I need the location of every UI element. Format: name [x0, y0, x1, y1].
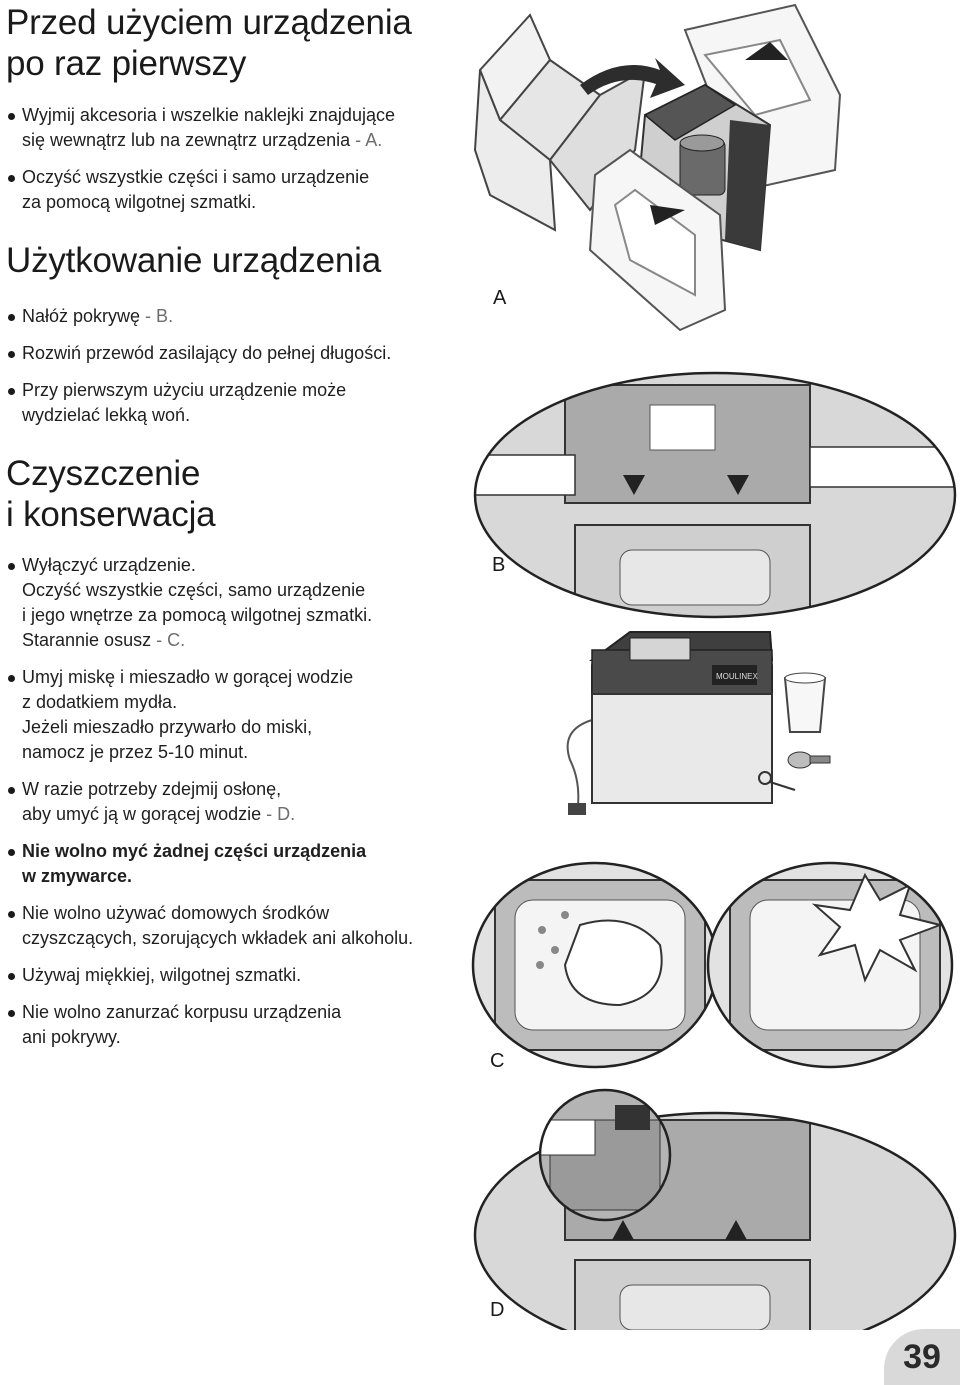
- figure-label-d: D: [490, 1299, 505, 1321]
- figure-ref: B: [156, 306, 169, 326]
- list-item: Wyłączyć urządzenie. Oczyść wszystkie części, samo urządzenie i jego wnętrze za pomocą wilgotnej szmatki. Starannie osusz - C.: [6, 553, 466, 653]
- list-item-warning: Nie wolno myć żadnej części urządzenia w zmywarce.: [6, 839, 466, 889]
- figure-ref: D: [277, 804, 291, 824]
- figure-b-lid-illustration: [470, 365, 960, 620]
- figure-appliance-accessories: [530, 620, 860, 820]
- list-item: Rozwiń przewód zasilający do pełnej długości.: [6, 341, 466, 366]
- page-number: 39: [884, 1329, 960, 1385]
- figure-ref: A: [365, 130, 378, 150]
- list-item: Nałóż pokrywę - B.: [6, 304, 466, 329]
- appliance-display-text: MOULINEX: [716, 672, 758, 681]
- figure-a-unpacking-illustration: [470, 0, 960, 345]
- figure-label-c: C: [490, 1050, 505, 1072]
- figure-d-lid-removal-illustration: [470, 1080, 960, 1330]
- section-title-usage: Użytkowanie urządzenia: [6, 241, 381, 280]
- list-item: W razie potrzeby zdejmij osłonę, aby umyć ją w gorącej wodzie - D.: [6, 777, 466, 827]
- usage-list: [6, 304, 466, 428]
- list-item: Przy pierwszym użyciu urządzenie może wydzielać lekką woń.: [6, 378, 466, 428]
- list-item: Nie wolno zanurzać korpusu urządzenia ani pokrywy.: [6, 1000, 466, 1050]
- figure-ref: C: [167, 630, 181, 650]
- section-title-cleaning: Czyszczenie i konserwacja: [6, 454, 216, 534]
- figure-c-cleaning-illustration: [470, 855, 960, 1080]
- list-item: Używaj miękkiej, wilgotnej szmatki.: [6, 963, 466, 988]
- section-title-first-use: Przed użyciem urządzenia po raz pierwszy: [6, 3, 412, 83]
- first-use-list: [6, 103, 466, 215]
- list-item: Nie wolno używać domowych środków czyszczących, szorujących wkładek ani alkoholu.: [6, 901, 466, 951]
- list-item: Oczyść wszystkie części i samo urządzenie za pomocą wilgotnej szmatki.: [6, 165, 466, 215]
- cleaning-list: [6, 553, 466, 1050]
- list-item: Wyjmij akcesoria i wszelkie naklejki znajdujące się wewnątrz lub na zewnątrz urządzenia - A.: [6, 103, 466, 153]
- figure-label-b: B: [492, 554, 506, 576]
- figure-label-a: A: [493, 287, 507, 309]
- list-item: Umyj miskę i mieszadło w gorącej wodzie z dodatkiem mydła. Jeżeli mieszadło przywarło do miski, namocz je przez 5-10 minut.: [6, 665, 466, 765]
